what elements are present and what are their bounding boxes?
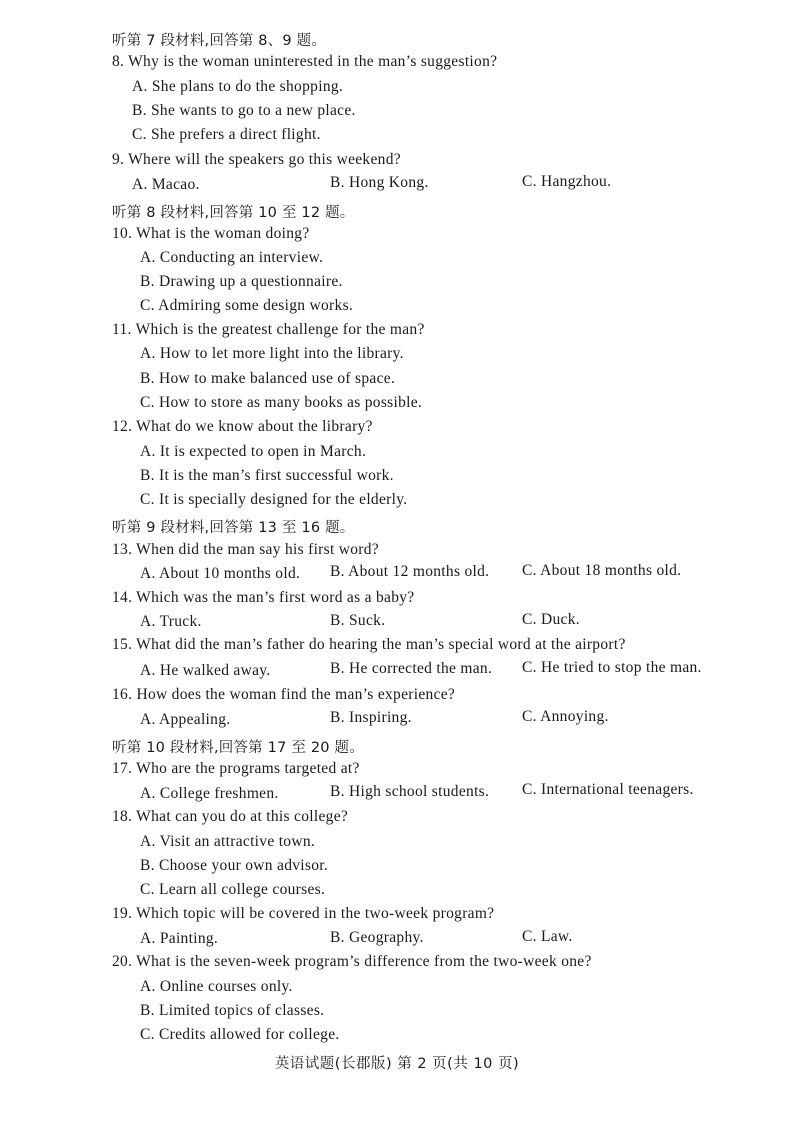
question-19: 19. Which topic will be covered in the two-week program? bbox=[112, 905, 495, 922]
q11-option-a: A. How to let more light into the library. bbox=[140, 345, 404, 362]
q8-option-c: C. She prefers a direct flight. bbox=[132, 126, 321, 143]
q14-option-c: C. Duck. bbox=[522, 611, 580, 628]
q19-option-c: C. Law. bbox=[522, 928, 573, 945]
q15-option-b: B. He corrected the man. bbox=[330, 660, 493, 677]
section-heading-8: 听第 8 段材料,回答第 10 至 12 题。 bbox=[112, 205, 355, 221]
q16-option-b: B. Inspiring. bbox=[330, 709, 412, 726]
q12-option-a: A. It is expected to open in March. bbox=[140, 443, 367, 460]
question-16: 16. How does the woman find the man’s experience? bbox=[112, 686, 456, 703]
question-9: 9. Where will the speakers go this weekend? bbox=[112, 151, 401, 168]
question-11: 11. Which is the greatest challenge for the man? bbox=[112, 321, 425, 338]
q9-option-c: C. Hangzhou. bbox=[522, 173, 612, 190]
q20-option-c: C. Credits allowed for college. bbox=[140, 1026, 340, 1043]
question-13: 13. When did the man say his first word? bbox=[112, 541, 379, 558]
q15-option-a: A. He walked away. bbox=[140, 662, 271, 679]
q17-option-a: A. College freshmen. bbox=[140, 785, 279, 802]
q12-option-c: C. It is specially designed for the elderly. bbox=[140, 491, 408, 508]
q13-option-c: C. About 18 months old. bbox=[522, 562, 682, 579]
q15-option-c: C. He tried to stop the man. bbox=[522, 659, 702, 676]
question-8: 8. Why is the woman uninterested in the man’s suggestion? bbox=[112, 53, 498, 70]
section-heading-9: 听第 9 段材料,回答第 13 至 16 题。 bbox=[112, 520, 355, 536]
question-17: 17. Who are the programs targeted at? bbox=[112, 760, 360, 777]
q17-option-c: C. International teenagers. bbox=[522, 781, 694, 798]
q13-option-a: A. About 10 months old. bbox=[140, 565, 301, 582]
q8-option-b: B. She wants to go to a new place. bbox=[132, 102, 356, 119]
question-18: 18. What can you do at this college? bbox=[112, 808, 349, 825]
q11-option-c: C. How to store as many books as possible. bbox=[140, 394, 423, 411]
section-heading-7: 听第 7 段材料,回答第 8、9 题。 bbox=[112, 33, 327, 49]
q10-option-b: B. Drawing up a questionnaire. bbox=[140, 273, 343, 290]
question-12: 12. What do we know about the library? bbox=[112, 418, 373, 435]
question-20: 20. What is the seven-week program’s difference from the two-week one? bbox=[112, 953, 592, 970]
q17-option-b: B. High school students. bbox=[330, 783, 490, 800]
q9-option-a: A. Macao. bbox=[132, 176, 200, 193]
q14-option-b: B. Suck. bbox=[330, 612, 386, 629]
q10-option-c: C. Admiring some design works. bbox=[140, 297, 354, 314]
q18-option-b: B. Choose your own advisor. bbox=[140, 857, 329, 874]
page-footer: 英语试题(长郡版) 第 2 页(共 10 页) bbox=[274, 1056, 520, 1072]
question-10: 10. What is the woman doing? bbox=[112, 225, 310, 242]
q11-option-b: B. How to make balanced use of space. bbox=[140, 370, 396, 387]
q19-option-b: B. Geography. bbox=[330, 929, 424, 946]
q20-option-b: B. Limited topics of classes. bbox=[140, 1002, 325, 1019]
q10-option-a: A. Conducting an interview. bbox=[140, 249, 324, 266]
q16-option-a: A. Appealing. bbox=[140, 711, 231, 728]
q13-option-b: B. About 12 months old. bbox=[330, 563, 490, 580]
q20-option-a: A. Online courses only. bbox=[140, 978, 293, 995]
section-heading-10: 听第 10 段材料,回答第 17 至 20 题。 bbox=[112, 740, 364, 756]
q14-option-a: A. Truck. bbox=[140, 613, 202, 630]
q18-option-a: A. Visit an attractive town. bbox=[140, 833, 316, 850]
q19-option-a: A. Painting. bbox=[140, 930, 219, 947]
q9-option-b: B. Hong Kong. bbox=[330, 174, 429, 191]
q8-option-a: A. She plans to do the shopping. bbox=[132, 78, 344, 95]
q18-option-c: C. Learn all college courses. bbox=[140, 881, 326, 898]
q16-option-c: C. Annoying. bbox=[522, 708, 609, 725]
q12-option-b: B. It is the man’s first successful work. bbox=[140, 467, 394, 484]
question-14: 14. Which was the man’s first word as a baby? bbox=[112, 589, 415, 606]
question-15: 15. What did the man’s father do hearing the man’s special word at the airport? bbox=[112, 636, 626, 653]
